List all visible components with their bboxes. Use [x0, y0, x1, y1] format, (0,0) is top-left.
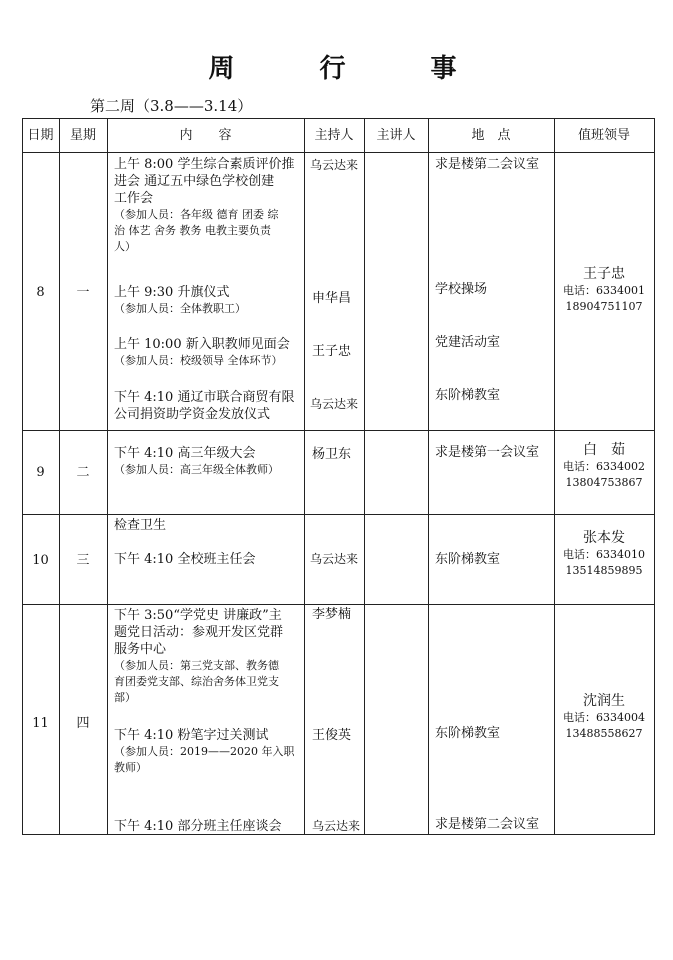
event-line: 题党日活动：参观开发区党群	[114, 625, 284, 640]
leader-phone: 电话：6334001	[563, 284, 645, 297]
event-content	[114, 284, 246, 317]
event-host: 乌云达来	[312, 819, 361, 833]
week-label: 第二周（3.8——3.14）	[90, 97, 253, 115]
event-content	[114, 389, 294, 423]
table-border	[364, 118, 365, 834]
event-line: 上午 9:30 升旗仪式	[114, 285, 230, 300]
table-border	[22, 514, 655, 515]
event-line: 下午 4:10 部分班主任座谈会	[114, 819, 282, 834]
table-border	[428, 118, 429, 834]
event-participants: 人）	[114, 240, 136, 253]
table-border	[22, 430, 655, 431]
event-place: 东阶梯教室	[435, 388, 501, 403]
event-host: 乌云达来	[310, 158, 359, 172]
leader-name: 沈润生	[583, 693, 625, 709]
event-line: 公司捐资助学资金发放仪式	[114, 407, 271, 422]
event-participants: （参加人员：校级领导 全体环节）	[114, 354, 283, 367]
event-content	[114, 607, 283, 706]
event-content	[114, 156, 294, 255]
event-place: 东阶梯教室	[435, 726, 501, 741]
event-host: 王子忠	[312, 344, 352, 359]
event-participants: 部）	[114, 691, 136, 704]
event-line: 下午 3:50“学党史 讲廉政”主	[114, 608, 282, 623]
event-content	[114, 818, 281, 835]
event-participants: 治 体艺 舍务 教务 电教主要负责	[114, 224, 271, 237]
event-place: 党建活动室	[435, 335, 501, 350]
header-speaker: 主讲人	[376, 128, 416, 143]
event-content	[114, 727, 294, 776]
header-place: 地 点	[471, 128, 511, 143]
date-cell: 9	[36, 465, 45, 480]
duty-leader	[554, 530, 654, 579]
table-border	[304, 118, 305, 834]
table-border	[654, 118, 655, 834]
leader-name: 张本发	[583, 530, 625, 546]
event-line: 上午 10:00 新入职教师见面会	[114, 337, 290, 352]
event-place: 东阶梯教室	[435, 552, 501, 567]
event-line: 上午 8:00 学生综合素质评价推	[114, 157, 295, 172]
event-host: 乌云达来	[310, 397, 359, 411]
duty-leader	[554, 266, 654, 315]
leader-phone: 电话：6334002	[563, 460, 645, 473]
leader-mobile: 13488558627	[565, 727, 643, 740]
event-place: 求是楼第一会议室	[435, 445, 540, 460]
event-participants: 育团委党支部、综治舍务体卫党支	[114, 675, 279, 688]
weekday-cell: 三	[76, 553, 90, 568]
event-participants: （参加人员：高三年级全体教师）	[114, 463, 279, 476]
leader-name: 白 茹	[583, 442, 625, 458]
table-border	[22, 152, 655, 153]
event-line: 检查卫生	[114, 518, 167, 533]
event-host: 李梦楠	[312, 607, 352, 622]
header-date: 日期	[27, 128, 54, 143]
leader-mobile: 18904751107	[565, 300, 643, 313]
header-host: 主持人	[314, 128, 354, 143]
event-place: 学校操场	[435, 282, 488, 297]
event-line: 下午 4:10 高三年级大会	[114, 446, 256, 461]
event-content	[114, 445, 279, 478]
event-participants: （参加人员：2019——2020 年入职	[114, 745, 295, 758]
event-line: 工作会	[114, 191, 154, 206]
leader-phone: 电话：6334010	[563, 548, 645, 561]
event-host: 杨卫东	[312, 447, 352, 462]
header-leader: 值班领导	[577, 128, 630, 143]
event-line: 下午 4:10 通辽市联合商贸有限	[114, 390, 295, 405]
date-cell: 8	[36, 285, 45, 300]
event-place: 求是楼第二会议室	[435, 157, 540, 172]
event-line: 下午 4:10 粉笔字过关测试	[114, 728, 269, 743]
header-weekday: 星期	[69, 128, 96, 143]
event-host: 申华昌	[312, 291, 352, 306]
event-line: 服务中心	[114, 642, 167, 657]
leader-mobile: 13514859895	[565, 564, 643, 577]
table-border	[22, 118, 655, 119]
page-title: 周 行 事	[208, 54, 495, 84]
event-participants: （参加人员：各年级 德育 团委 综	[114, 208, 279, 221]
date-cell: 10	[32, 553, 49, 568]
event-place: 求是楼第二会议室	[435, 817, 540, 832]
table-border	[107, 118, 108, 834]
event-line: 下午 4:10 全校班主任会	[114, 552, 256, 567]
event-content	[114, 336, 290, 369]
event-participants: （参加人员：第三党支部、教务德	[114, 659, 279, 672]
event-participants: （参加人员：全体教职工）	[114, 302, 246, 315]
leader-name: 王子忠	[583, 266, 625, 282]
table-border	[22, 604, 655, 605]
event-line: 进会 通辽五中绿色学校创建	[114, 174, 275, 189]
leader-phone: 电话：6334004	[563, 711, 645, 724]
weekday-cell: 二	[76, 465, 90, 480]
weekday-cell: 一	[76, 285, 90, 300]
header-content: 内 容	[179, 128, 232, 143]
event-participants: 教师）	[114, 761, 147, 774]
event-host: 乌云达来	[310, 552, 359, 566]
event-content	[114, 517, 166, 534]
leader-mobile: 13804753867	[565, 476, 643, 489]
weekday-cell: 四	[76, 716, 90, 731]
date-cell: 11	[32, 716, 49, 731]
duty-leader	[554, 693, 654, 742]
event-content	[114, 551, 255, 568]
duty-leader	[554, 442, 654, 491]
event-host: 王俊英	[312, 728, 352, 743]
